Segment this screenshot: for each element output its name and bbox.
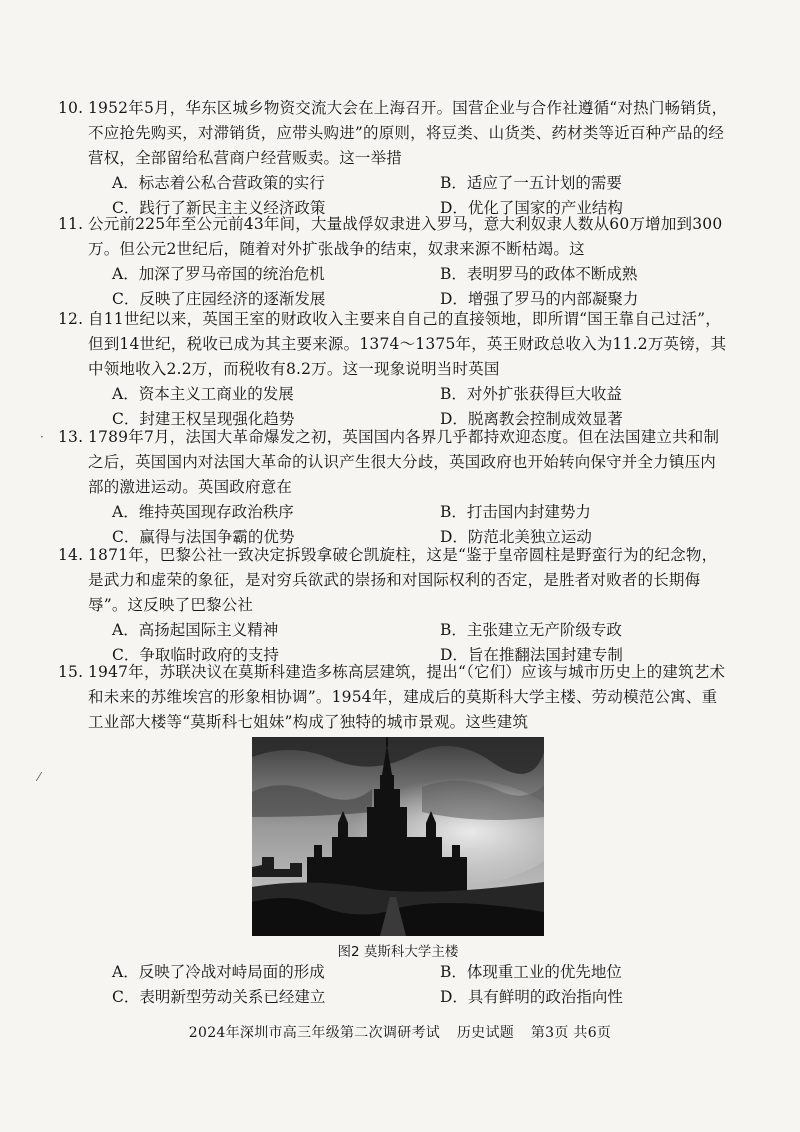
moscow-university-photo xyxy=(252,737,544,936)
option-a: A．维持英国现存政治秩序 xyxy=(112,503,294,521)
question-13 xyxy=(58,425,728,550)
question-text: 1871年，巴黎公社一致决定拆毁拿破仑凯旋柱，这是“鉴于皇帝圆柱是野蛮行为的纪念物，是武力和虚荣的象征，是对穷兵欲武的崇扬和对国际权利的否定，是胜者对败者的长期侮辱”。这反映了巴黎公社 xyxy=(88,546,718,614)
question-15-options xyxy=(88,960,728,1010)
question-14 xyxy=(58,543,728,668)
question-15 xyxy=(58,660,728,735)
option-b: B．主张建立无产阶级专政 xyxy=(440,621,622,639)
question-stem xyxy=(58,96,728,171)
option-c: C．赢得与法国争霸的优势 xyxy=(112,528,295,546)
subject-title: 历史试题 xyxy=(456,1025,515,1041)
question-text: 公元前225年至公元前43年间，大量战俘奴隶进入罗马，意大利奴隶人数从60万增加到300万。但公元2世纪后，随着对外扩张战争的结束，奴隶来源不断枯竭。这 xyxy=(88,215,723,258)
page-footer xyxy=(0,1022,800,1042)
question-number: 10. xyxy=(58,99,84,117)
scan-speck: · xyxy=(40,430,44,444)
question-number: 13. xyxy=(58,428,84,446)
option-d: D．增强了罗马的内部凝聚力 xyxy=(440,290,639,308)
option-b: B．体现重工业的优先地位 xyxy=(440,963,622,981)
question-number: 15. xyxy=(58,663,84,681)
option-c: C．践行了新民主主义经济政策 xyxy=(112,199,326,217)
option-c: C．反映了庄园经济的逐渐发展 xyxy=(112,290,326,308)
figure-caption: 图2 莫斯科大学主楼 xyxy=(337,944,459,960)
question-stem xyxy=(58,543,728,618)
option-a: A．加深了罗马帝国的统治危机 xyxy=(112,265,325,283)
option-a: A．高扬起国际主义精神 xyxy=(112,621,279,639)
options xyxy=(88,960,728,1010)
question-stem xyxy=(58,425,728,500)
options xyxy=(88,262,728,312)
question-stem xyxy=(58,212,728,262)
question-text: 1952年5月，华东区城乡物资交流大会在上海召开。国营企业与合作社遵循“对热门畅销货，不应抢先购买，对滞销货，应带头购进”的原则，将豆类、山货类、药材类等近百种产品的经营权，全部留给私营商户经营贩卖。这一举措 xyxy=(88,99,728,167)
option-d: D．脱离教会控制成效显著 xyxy=(440,410,623,428)
question-text: 自11世纪以来，英国王室的财政收入主要来自自己的直接领地，即所谓“国王靠自己过活”，但到14世纪，税收已成为其主要来源。1374～1375年，英王财政总收入为11.2万英镑，其中领地收入2.2万，而税收有8.2万。这一现象说明当时英国 xyxy=(88,310,727,378)
scan-speck: ⁄ xyxy=(38,770,41,784)
question-stem xyxy=(58,307,728,382)
option-d: D．防范北美独立运动 xyxy=(440,528,592,546)
question-10 xyxy=(58,96,728,221)
option-d: D．优化了国家的产业结构 xyxy=(440,199,623,217)
question-text: 1789年7月，法国大革命爆发之初，英国国内各界几乎都持欢迎态度。但在法国建立共和制之后，英国国内对法国大革命的认识产生很大分歧，英国政府也开始转向保守并全力镇压内部的激进运动。英国政府意在 xyxy=(88,428,720,496)
photo-illustration xyxy=(252,737,544,936)
question-11 xyxy=(58,212,728,312)
question-number: 14. xyxy=(58,546,84,564)
option-b: B．适应了一五计划的需要 xyxy=(440,174,622,192)
question-number: 12. xyxy=(58,310,84,328)
option-a: A．反映了冷战对峙局面的形成 xyxy=(112,963,325,981)
option-a: A．资本主义工商业的发展 xyxy=(112,385,294,403)
option-c: C．表明新型劳动关系已经建立 xyxy=(112,988,326,1006)
option-d: D．具有鲜明的政治指向性 xyxy=(440,988,623,1006)
question-stem xyxy=(58,660,728,735)
option-b: B．表明罗马的政体不断成熟 xyxy=(440,265,638,283)
option-c: C．封建王权呈现强化趋势 xyxy=(112,410,295,428)
option-a: A．标志着公私合营政策的实行 xyxy=(112,174,325,192)
option-b: B．对外扩张获得巨大收益 xyxy=(440,385,622,403)
option-b: B．打击国内封建势力 xyxy=(440,503,591,521)
question-number: 11. xyxy=(58,215,84,233)
question-text: 1947年，苏联决议在莫斯科建造多栋高层建筑，提出“（它们）应该与城市历史上的建筑艺术和未来的苏维埃宫的形象相协调”。1954年，建成后的莫斯科大学主楼、劳动模范公寓、重工业部大楼等“莫斯科七姐妹”构成了独特的城市景观。这些建筑 xyxy=(88,663,726,731)
option-c: C．争取临时政府的支持 xyxy=(112,646,279,664)
exam-title: 2024年深圳市高三年级第二次调研考试 xyxy=(188,1025,441,1041)
question-12 xyxy=(58,307,728,432)
option-d: D．旨在推翻法国封建专制 xyxy=(440,646,623,664)
page-number: 第3页 共6页 xyxy=(530,1025,612,1041)
